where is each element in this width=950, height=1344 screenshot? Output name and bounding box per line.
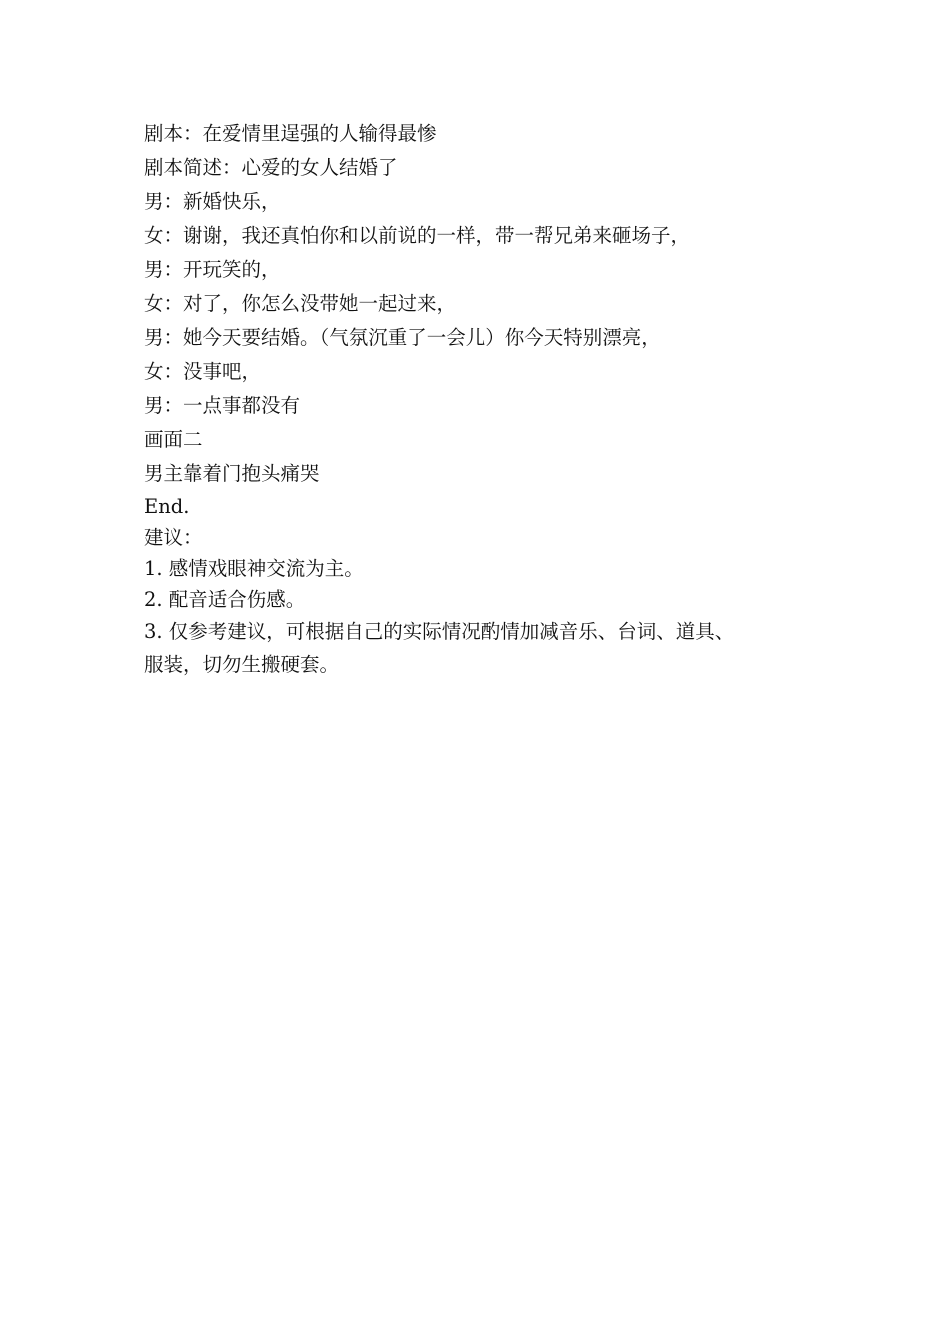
suggestion-item (144, 584, 744, 615)
dialogue-line: 男：开玩笑的， (144, 258, 281, 281)
suggestion-heading: 建议： (144, 526, 203, 549)
suggestion-item (144, 553, 744, 584)
script-summary: 剧本简述：心爱的女人结婚了 (144, 156, 398, 179)
suggestion-number: 1. (144, 557, 163, 580)
dialogue-line: 女：没事吧， (144, 360, 262, 383)
dialogue-line: 女：谢谢，我还真怕你和以前说的一样，带一帮兄弟来砸场子， (144, 224, 691, 247)
suggestion-number: 2. (144, 588, 163, 611)
suggestion-text: 配音适合伤感。 (162, 588, 306, 611)
suggestion-number: 3. (144, 620, 163, 643)
end-marker: End. (144, 495, 190, 518)
dialogue-line: 男：一点事都没有 (144, 394, 301, 417)
script-title: 剧本：在爱情里逞强的人输得最惨 (144, 122, 437, 145)
scene-description: 男主靠着门抱头痛哭 (144, 462, 320, 485)
suggestion-text: 感情戏眼神交流为主。 (162, 557, 364, 580)
suggestion-item (144, 615, 736, 681)
script-content (144, 117, 744, 681)
dialogue-line: 男：新婚快乐， (144, 190, 281, 213)
dialogue-line: 男：她今天要结婚。（气氛沉重了一会儿）你今天特别漂亮， (144, 326, 661, 349)
suggestion-text: 仅参考建议，可根据自己的实际情况酌情加减音乐、台词、道具、服装，切勿生搬硬套。 (144, 620, 735, 676)
scene-heading: 画面二 (144, 428, 203, 451)
dialogue-line: 女：对了，你怎么没带她一起过来， (144, 292, 457, 315)
